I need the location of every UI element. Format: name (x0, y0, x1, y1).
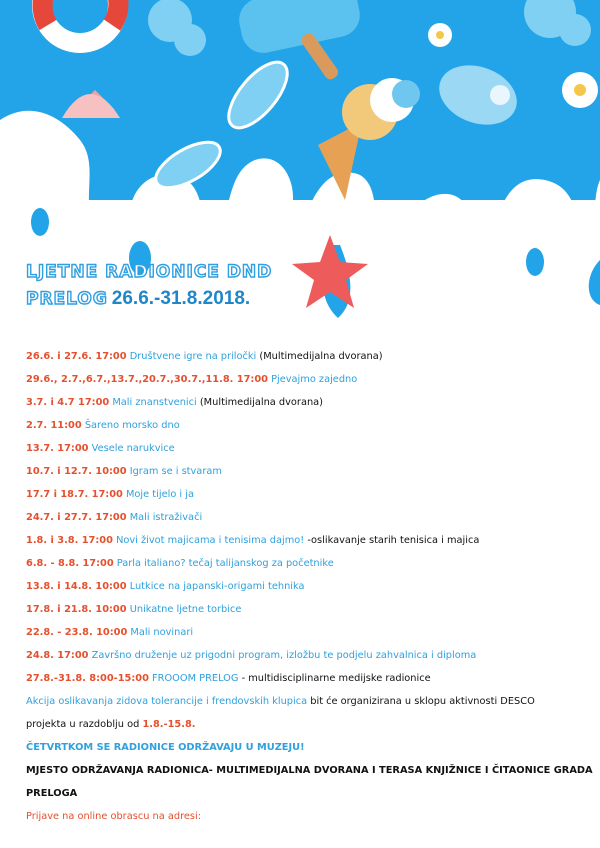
flower-icon (562, 72, 598, 108)
venue-row (26, 786, 586, 809)
schedule-row (26, 510, 586, 533)
event-title: FROOOM PRELOG (152, 673, 239, 684)
event-note: (Multimedijalna dvorana) (259, 351, 383, 362)
schedule-row (26, 556, 586, 579)
title-dates: 26.6.-31.8.2018. (111, 288, 251, 309)
event-title: Unikatne ljetne torbice (129, 604, 242, 615)
venue-row (26, 763, 593, 786)
schedule-row (26, 625, 586, 648)
droplet (526, 248, 544, 276)
schedule-row (26, 487, 586, 510)
flower-icon (428, 23, 452, 47)
schedule-row (26, 418, 586, 441)
title-line1: LJETNE RADIONICE DND (26, 262, 273, 282)
desco-line2-text: projekta u razdoblju od (26, 719, 140, 730)
event-title: Vesele narukvice (91, 443, 175, 454)
event-date: 13.7. 17:00 (26, 443, 89, 454)
schedule-row (26, 349, 586, 372)
event-date: 29.6., 2.7.,6.7.,13.7.,20.7.,30.7.,11.8. 17:00 (26, 374, 268, 385)
event-title: Društvene igre na priločki (129, 351, 257, 362)
event-title: Pjevajmo zajedno (271, 374, 358, 385)
schedule-row (26, 602, 586, 625)
desco-range: 1.8.-15.8. (142, 719, 196, 730)
page-title (26, 262, 272, 310)
event-title: Parla italiano? tečaj talijanskog za početnike (116, 558, 334, 569)
signup-row (26, 809, 586, 832)
event-date: 13.8. i 14.8. 10:00 (26, 581, 127, 592)
event-date: 22.8. - 23.8. 10:00 (26, 627, 128, 638)
schedule-row (26, 395, 586, 418)
event-title: Završno druženje uz prigodni program, izložbu te podjelu zahvalnica i diploma (91, 650, 477, 661)
schedule-row (26, 648, 586, 671)
schedule-row (26, 464, 586, 487)
event-date: 3.7. i 4.7 17:00 (26, 397, 110, 408)
event-title: Mali novinari (130, 627, 194, 638)
thursday-notice-row (26, 740, 586, 763)
droplet (31, 208, 49, 236)
event-title: Šareno morsko dno (84, 420, 180, 431)
event-date: 27.8.-31.8. 8:00-15:00 (26, 673, 149, 684)
schedule-row (26, 671, 586, 694)
event-title: Mali istraživači (129, 512, 203, 523)
schedule-row (26, 372, 586, 395)
venue-line1: MJESTO ODRŽAVANJA RADIONICA- MULTIMEDIJALNA DVORANA I TERASA KNJIŽNICE I ČITAONICE GRADA (26, 765, 593, 776)
event-date: 26.6. i 27.6. 17:00 (26, 351, 127, 362)
event-note: -oslikavanje starih tenisica i majica (307, 535, 480, 546)
signup-text: Prijave na online obrascu na adresi: (26, 811, 202, 822)
event-date: 2.7. 11:00 (26, 420, 82, 431)
event-note: (Multimedijalna dvorana) (199, 397, 323, 408)
title-location: PRELOG (26, 289, 108, 309)
event-date: 1.8. i 3.8. 17:00 (26, 535, 113, 546)
schedule-row (26, 579, 586, 602)
event-title: Moje tijelo i ja (125, 489, 194, 500)
event-title: Novi život majicama i tenisima dajmo! (116, 535, 305, 546)
thursday-notice: ČETVRTKOM SE RADIONICE ODRŽAVAJU U MUZEJU! (26, 742, 305, 753)
event-date: 17.7 i 18.7. 17:00 (26, 489, 123, 500)
event-title: Igram se i stvaram (129, 466, 222, 477)
workshop-schedule (26, 349, 593, 832)
event-title: Lutkice na japanski-origami tehnika (129, 581, 305, 592)
desco-highlight: Akcija oslikavanja zidova tolerancije i frendovskih klupica (26, 696, 308, 707)
desco-paragraph-line2 (26, 717, 586, 740)
event-date: 24.8. 17:00 (26, 650, 89, 661)
event-date: 24.7. i 27.7. 17:00 (26, 512, 127, 523)
schedule-row (26, 441, 586, 464)
venue-line2: PRELOGA (26, 788, 78, 799)
schedule-row (26, 533, 586, 556)
desco-paragraph-line1 (26, 694, 586, 717)
desco-text: bit će organizirana u sklopu aktivnosti DESCO (310, 696, 535, 707)
event-date: 10.7. i 12.7. 10:00 (26, 466, 127, 477)
event-note: - multidisciplinarne medijske radionice (241, 673, 431, 684)
event-title: Mali znanstvenici (112, 397, 197, 408)
title-line2 (26, 288, 272, 310)
event-date: 17.8. i 21.8. 10:00 (26, 604, 127, 615)
event-date: 6.8. - 8.8. 17:00 (26, 558, 114, 569)
